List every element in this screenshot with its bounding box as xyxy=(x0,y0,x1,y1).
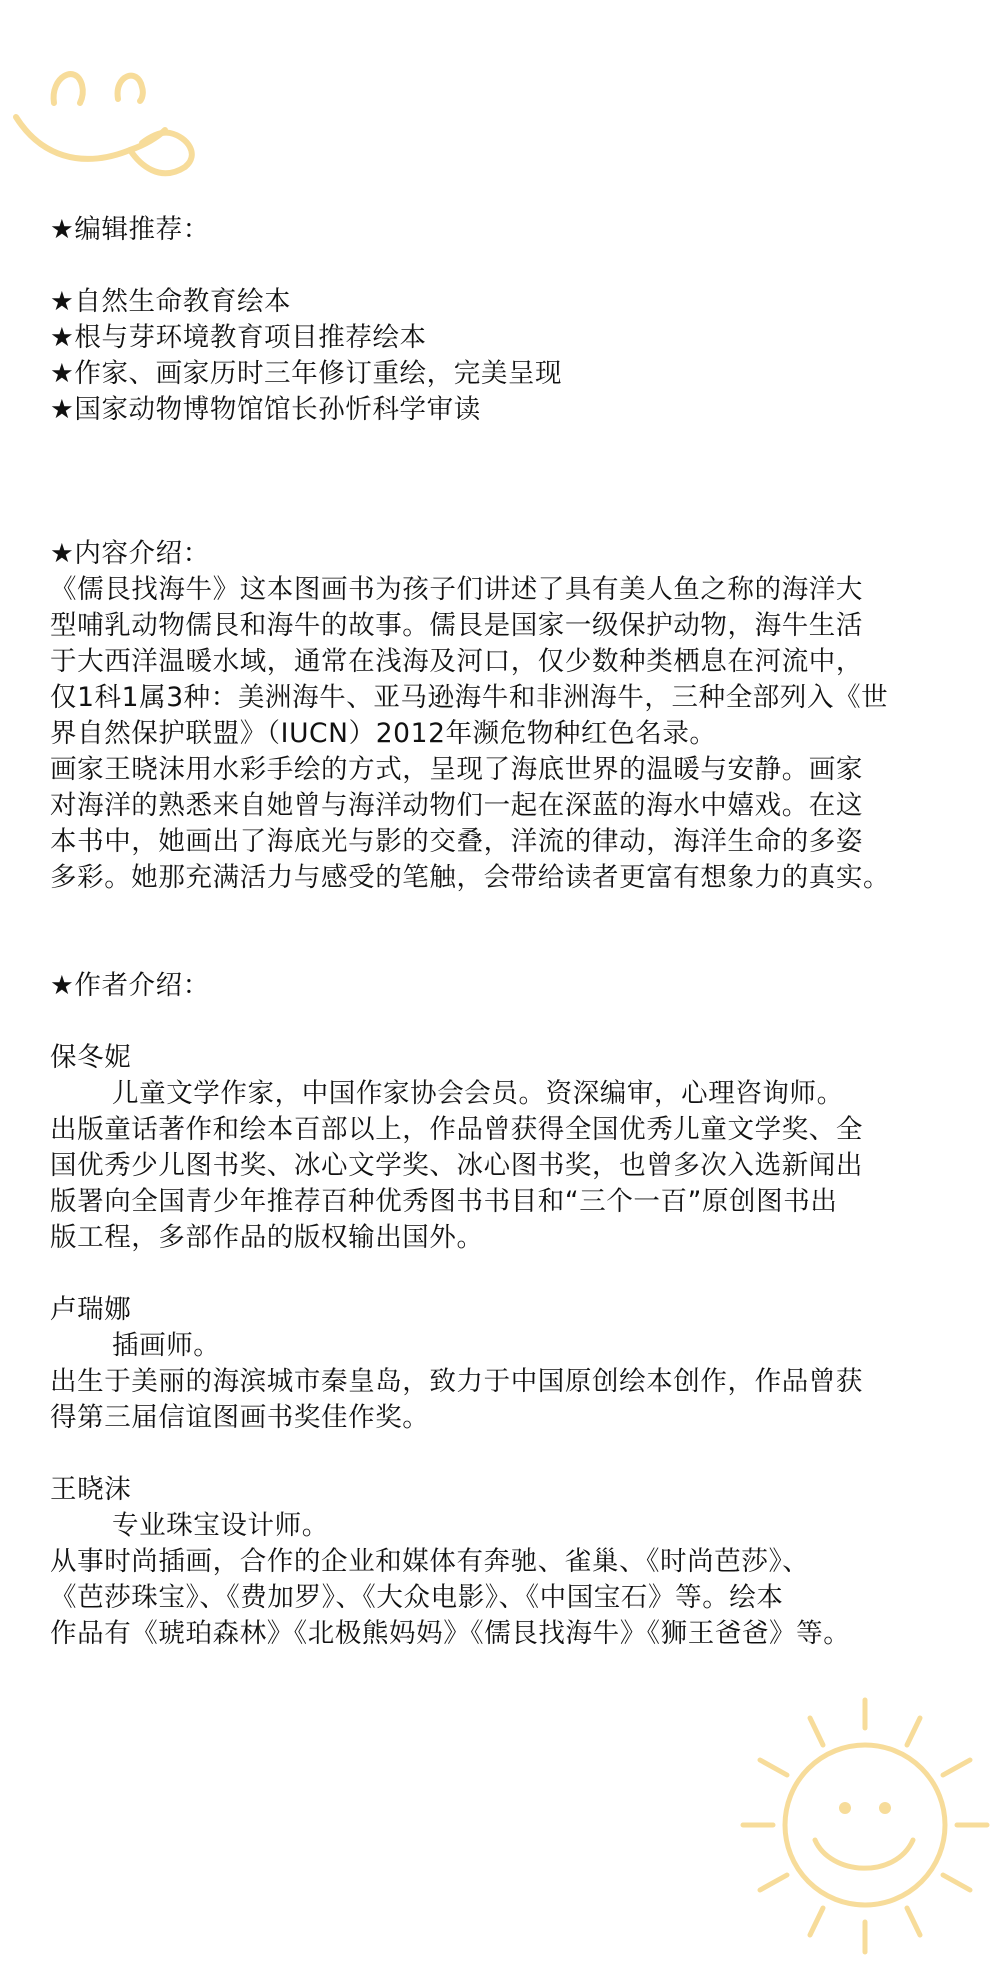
sun-smiley-icon xyxy=(735,1690,1000,1960)
author-bio-line: 出版童话著作和绘本百部以上，作品曾获得全国优秀儿童文学奖、全 xyxy=(50,1114,863,1145)
author-bio-line: 出生于美丽的海滨城市秦皇岛，致力于中国原创绘本创作，作品曾获 xyxy=(50,1366,863,1397)
editor-item: ★自然生命教育绘本 xyxy=(50,286,292,317)
editor-item: ★国家动物博物馆馆长孙忻科学审读 xyxy=(50,394,481,425)
content-line: 于大西洋温暖水域，通常在浅海及河口，仅少数种类栖息在河流中， xyxy=(50,646,863,677)
content-introduction xyxy=(50,536,990,896)
author-bio-line: 国优秀少儿图书奖、冰心文学奖、冰心图书奖，也曾多次入选新闻出 xyxy=(50,1150,863,1181)
author-entry xyxy=(50,1292,990,1436)
author-bio-line: 版工程，多部作品的版权输出国外。 xyxy=(50,1222,484,1253)
content-line: 仅1科1属3种：美洲海牛、亚马逊海牛和非洲海牛，三种全部列入《世 xyxy=(50,682,889,713)
author-bio-line: 《芭莎珠宝》、《费加罗》、《大众电影》、《中国宝石》等。绘本 xyxy=(50,1582,784,1613)
author-entry xyxy=(50,1472,990,1652)
content-heading: ★内容介绍： xyxy=(50,538,210,569)
author-bio-line: 版署向全国青少年推荐百种优秀图书书目和“三个一百”原创图书出 xyxy=(50,1186,838,1217)
editor-heading: ★编辑推荐： xyxy=(50,214,210,245)
author-name: 王晓沫 xyxy=(50,1474,132,1505)
content-line: 画家王晓沫用水彩手绘的方式，呈现了海底世界的温暖与安静。画家 xyxy=(50,754,863,785)
content-line: 界自然保护联盟》（IUCN）2012年濒危物种红色名录。 xyxy=(50,718,717,749)
book-description xyxy=(50,212,990,1652)
content-line: 型哺乳动物儒艮和海牛的故事。儒艮是国家一级保护动物，海牛生活 xyxy=(50,610,863,641)
author-bio-line: 得第三届信谊图画书奖佳作奖。 xyxy=(50,1402,430,1433)
content-line: 《儒艮找海牛》这本图画书为孩子们讲述了具有美人鱼之称的海洋大 xyxy=(50,574,863,605)
author-name: 保冬妮 xyxy=(50,1042,132,1073)
author-name: 卢瑞娜 xyxy=(50,1294,132,1325)
author-role: 儿童文学作家，中国作家协会会员。资深编审，心理咨询师。 xyxy=(112,1078,844,1109)
author-entry xyxy=(50,1040,990,1256)
authors-heading: ★作者介绍： xyxy=(50,970,210,1001)
author-bio-line: 从事时尚插画，合作的企业和媒体有奔驰、雀巢、《时尚芭莎》、 xyxy=(50,1546,810,1577)
author-role: 插画师。 xyxy=(112,1330,221,1361)
author-role: 专业珠宝设计师。 xyxy=(112,1510,329,1541)
content-line: 对海洋的熟悉来自她曾与海洋动物们一起在深蓝的海水中嬉戏。在这 xyxy=(50,790,863,821)
content-line: 本书中，她画出了海底光与影的交叠，洋流的律动，海洋生命的多姿 xyxy=(50,826,863,857)
author-introduction xyxy=(50,968,990,1652)
editor-item: ★根与芽环境教育项目推荐绘本 xyxy=(50,322,427,353)
editor-recommendations xyxy=(50,212,990,428)
smiley-tongue-icon xyxy=(10,55,200,185)
content-line: 多彩。她那充满活力与感受的笔触，会带给读者更富有想象力的真实。 xyxy=(50,862,891,893)
editor-item: ★作家、画家历时三年修订重绘，完美呈现 xyxy=(50,358,563,389)
author-bio-line: 作品有《琥珀森林》《北极熊妈妈》《儒艮找海牛》《狮王爸爸》等。 xyxy=(50,1618,851,1649)
